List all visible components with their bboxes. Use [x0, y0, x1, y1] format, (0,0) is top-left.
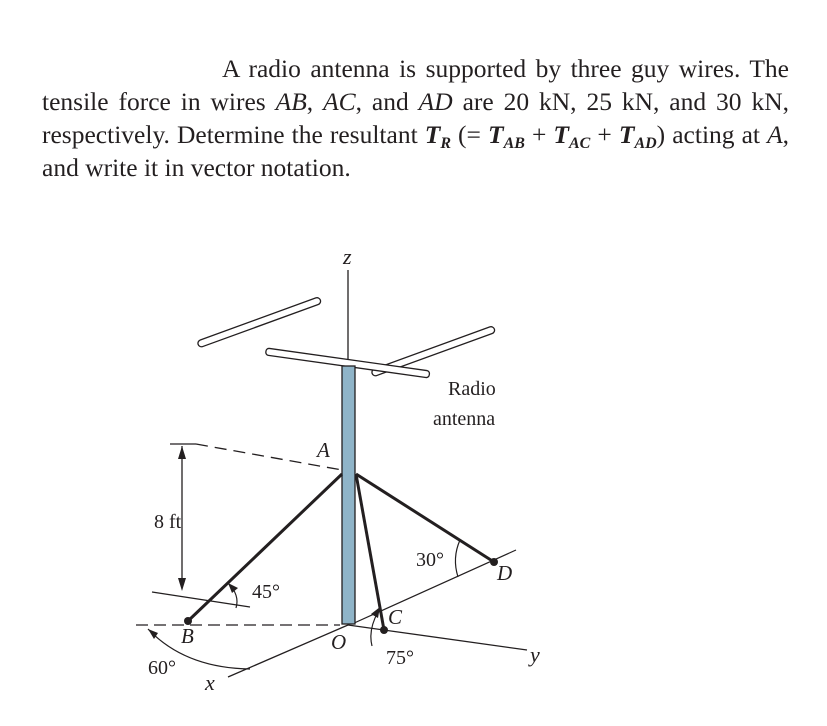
- point-o-label: O: [331, 630, 347, 654]
- angle-75-arrow: [371, 607, 380, 618]
- y-axis-line: [348, 625, 527, 650]
- z-axis-label: z: [343, 244, 352, 269]
- forces-text: are 20 kN, 25 kN, and 30 kN, respectively. Determine the resultant: [42, 87, 789, 149]
- separator: , and: [355, 87, 419, 116]
- angle-45-arrow: [228, 583, 238, 593]
- vector-subscript: AC: [569, 135, 591, 152]
- angle-45-label: 45°: [252, 581, 280, 603]
- wire-ad-label: AD: [418, 87, 453, 116]
- crossbar-left: [197, 297, 322, 348]
- equation-close: ) acting at: [656, 120, 768, 149]
- separator: ,: [306, 87, 324, 116]
- problem-ending: , and write it in vector notation.: [42, 120, 790, 182]
- vector-letter: T: [553, 120, 569, 149]
- angle-60-label: 60°: [148, 657, 176, 679]
- vector-letter: T: [618, 120, 635, 149]
- height-label: 8 ft: [154, 511, 182, 533]
- equation-open: (=: [450, 120, 488, 149]
- y-axis-label: y: [530, 642, 540, 667]
- plus-sign: +: [524, 120, 554, 149]
- angle-75-label: 75°: [386, 647, 414, 669]
- point-b-label: B: [181, 624, 194, 648]
- wire-ac-label: AC: [323, 87, 356, 116]
- height-arrow-up: [178, 446, 186, 459]
- vector-subscript: AB: [503, 135, 525, 152]
- vector-letter: T: [487, 120, 504, 149]
- wire-ac: [356, 474, 384, 630]
- point-d-label: D: [497, 561, 513, 585]
- problem-intro: A radio antenna is supported by three guy wires. The tensile force in wires: [42, 54, 789, 116]
- antenna-mast: [342, 366, 355, 624]
- point-a-ref: A: [767, 120, 783, 149]
- point-a-label: A: [317, 438, 330, 462]
- wire-ab-label: AB: [275, 87, 307, 116]
- point-c-label: C: [388, 605, 403, 629]
- point-c-dot: [380, 626, 388, 634]
- plus-sign: +: [590, 120, 619, 149]
- vector-subscript: R: [440, 135, 451, 152]
- angle-30-label: 30°: [416, 549, 444, 571]
- x-axis-label: x: [205, 670, 215, 695]
- radio-label: Radio: [448, 378, 496, 400]
- angle-30-arc: [455, 540, 460, 577]
- vector-letter: T: [424, 120, 441, 149]
- antenna-label: antenna: [433, 408, 496, 430]
- vector-subscript: AD: [634, 135, 657, 152]
- height-arrow-down: [178, 578, 186, 591]
